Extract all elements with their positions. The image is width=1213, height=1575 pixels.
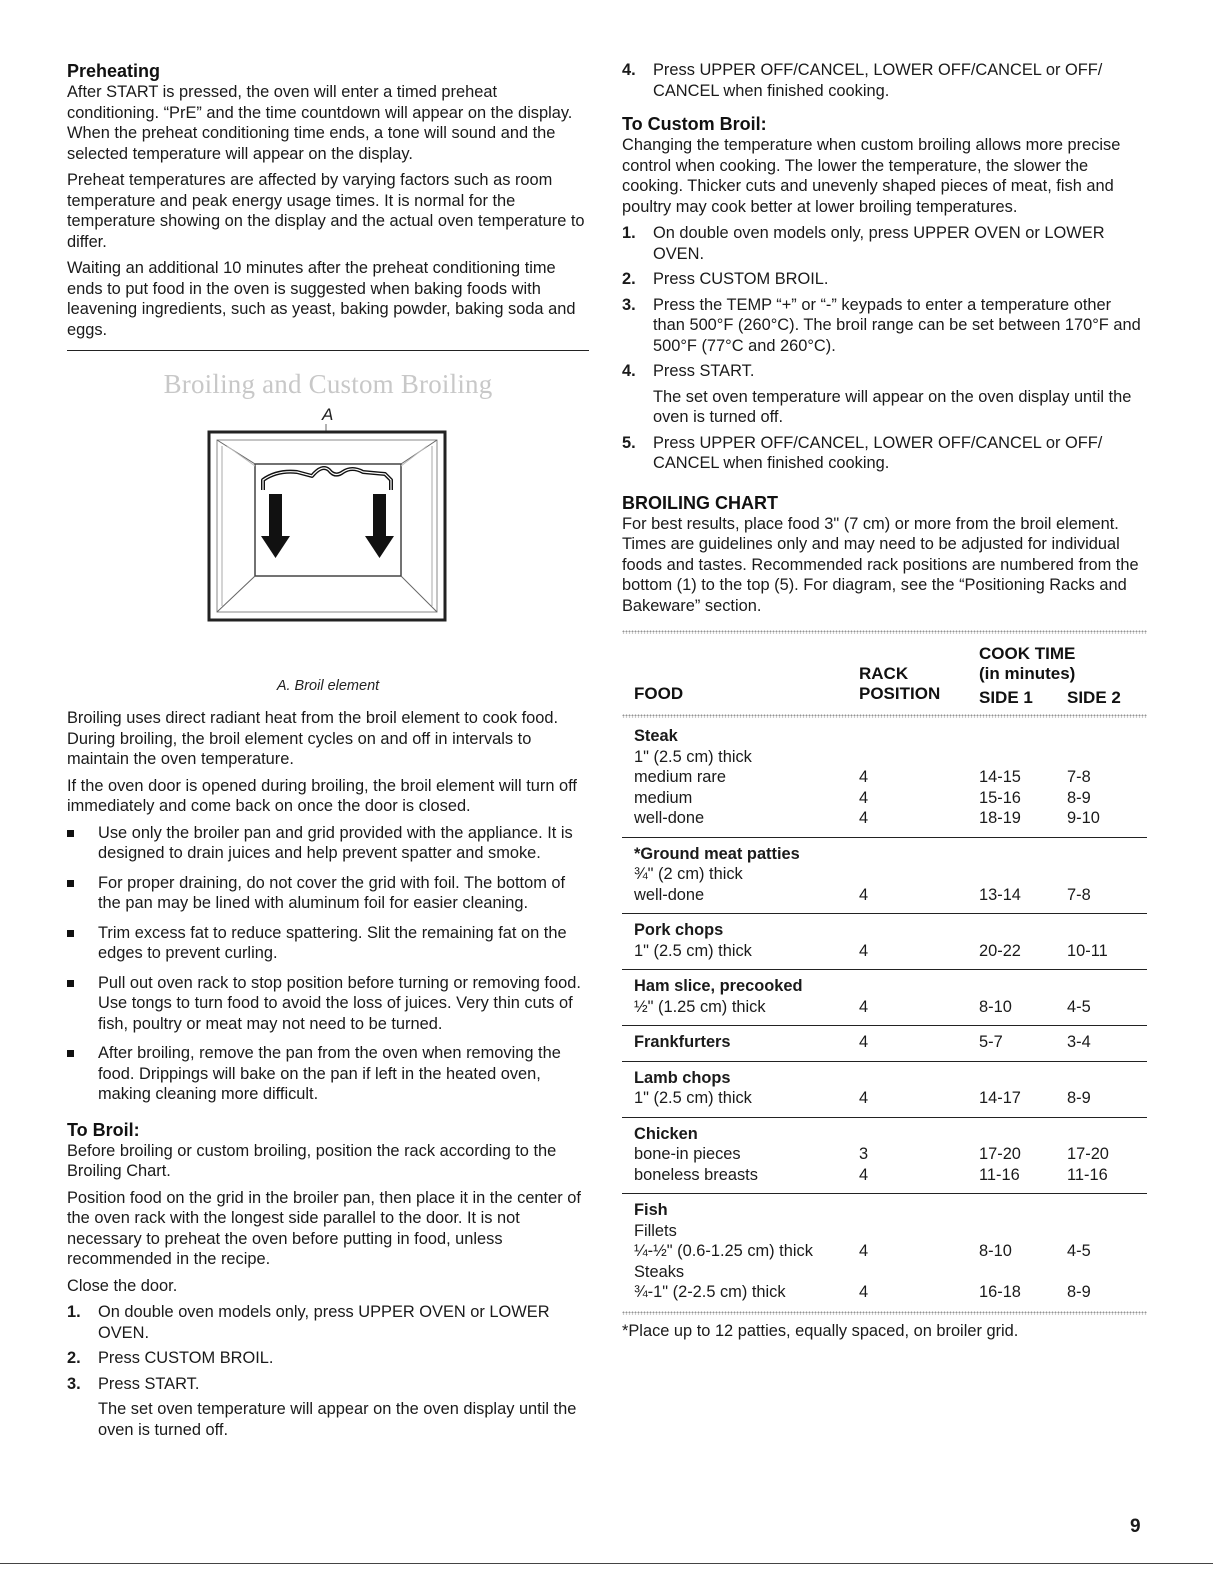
food-cell: 1" (2.5 cm) thick [634,941,752,960]
rack-cell: 4 [859,997,869,1016]
side2-cell: 8-9 [1067,1089,1091,1107]
food-group [622,1026,1147,1062]
side2-cell: 4-5 [1067,997,1091,1016]
food-cell: Chicken [634,1124,698,1143]
food-group [622,1194,1147,1311]
bullet-square-icon [67,1050,74,1057]
header-side-1: SIDE 1 [979,688,1033,707]
preheating-paragraph: After START is pressed, the oven will enter a timed preheat conditioning. “PrE” and the time countdown will appear on the display. When the preheat conditioning time ends, a tone will sound and the selected temperature will appear on the display. [67,83,573,163]
food-cell: ¾-1" (2-2.5 cm) thick [634,1283,786,1301]
table-row [622,997,1147,1018]
table-header [622,634,1147,714]
food-group [622,718,1147,838]
broiling-chart-intro: For best results, place food 3" (7 cm) or more from the broil element. Times are guidelines only and may need to be adjusted for individual foods and tastes. Recommended rack positions are numbered from the bottom (1) to the top (5). For diagram, see the “Positioning Racks and Bakeware” section. [622,514,1139,615]
food-cell: 1" (2.5 cm) thick [634,747,752,766]
food-group [622,1118,1147,1195]
food-cell: well-done [634,809,705,827]
rack-cell: 4 [859,768,869,786]
to-broil-paragraph: Close the door. [67,1276,178,1295]
bullet-square-icon [67,880,74,887]
step-item [622,295,1147,357]
table-row [622,1068,1147,1089]
food-cell: Steaks [634,1262,685,1281]
table-row [622,1124,1147,1145]
broil-element-figure [67,406,589,676]
step-item [622,60,1147,101]
page-bottom-rule [0,1563,1213,1564]
table-row [622,1262,1147,1283]
header-side-2: SIDE 2 [1067,688,1121,707]
table-row [622,1241,1147,1262]
custom-broil-paragraph: Changing the temperature when custom broiling allows more precise control when cooking. The lower the temperature, the slower the cooking. Thicker cuts and unevenly shaped pieces of meat, fish and poultry may cook better at lower broiling temperatures. [622,136,1121,216]
step-subtext: The set oven temperature will appear on the oven display until the oven is turned off. [653,387,1132,426]
side1-cell: 20-22 [979,941,1021,960]
side2-cell: 7-8 [1067,885,1091,904]
step-text: Press UPPER OFF/CANCEL, LOWER OFF/CANCEL or OFF/ CANCEL when finished cooking. [653,61,1103,100]
rack-cell: 4 [859,941,869,960]
food-cell: *Ground meat patties [634,844,800,863]
step-number: 1. [67,1303,81,1321]
table-row [622,1088,1147,1109]
broiling-chart-table [622,630,1147,1315]
rack-cell: 4 [859,1089,869,1107]
step-text: On double oven models only, press UPPER OVEN or LOWER OVEN. [653,224,1105,263]
side2-cell: 3-4 [1067,1033,1091,1051]
rack-cell: 3 [859,1145,869,1163]
step-number: 2. [622,270,636,288]
table-row [622,1144,1147,1165]
rack-cell: 4 [859,788,869,807]
broiling-paragraph: If the oven door is opened during broiling, the broil element will turn off immediately and come back on once the door is closed. [67,776,577,815]
header-rack-line1: RACK [859,664,909,683]
step-number: 4. [622,61,636,79]
step-item [622,223,1147,264]
side1-cell: 11-16 [979,1165,1020,1184]
list-item [67,873,589,914]
table-row [622,1032,1147,1053]
side2-cell: 4-5 [1067,1242,1091,1260]
step-text: Press CUSTOM BROIL. [653,270,829,288]
food-cell: boneless breasts [634,1165,758,1184]
food-cell: Fish [634,1201,668,1219]
step-number: 5. [622,433,636,452]
table-row [622,747,1147,768]
to-broil-paragraph: Position food on the grid in the broiler pan, then place it in the center of the oven rack with the longest side parallel to the door. It is not necessary to preheat the oven before putting in food, unless recommended in the recipe. [67,1188,581,1268]
broiling-tips-list [67,823,589,1105]
bullet-text: Use only the broiler pan and grid provided with the appliance. It is designed to drain juices and help prevent spatter and smoke. [98,823,573,862]
side1-cell: 5-7 [979,1033,1003,1051]
table-row [622,920,1147,941]
oven-diagram [67,406,589,676]
to-broil-paragraph: Before broiling or custom broiling, position the rack according to the Broiling Chart. [67,1141,557,1180]
food-cell: ½" (1.25 cm) thick [634,997,766,1016]
side2-cell: 10-11 [1067,941,1108,960]
step-number: 3. [622,295,636,314]
table-row [622,864,1147,885]
rack-cell: 4 [859,1033,869,1051]
side1-cell: 14-15 [979,768,1021,786]
bullet-text: Trim excess fat to reduce spattering. Slit the remaining fat on the edges to prevent curling. [98,923,567,962]
right-column [622,60,1147,1341]
table-row [622,1200,1147,1221]
step-number: 1. [622,224,636,242]
list-item [67,823,589,864]
step-item [67,1302,589,1343]
rack-cell: 4 [859,809,869,827]
rack-cell: 4 [859,1165,869,1184]
food-group [622,970,1147,1026]
section-divider [67,350,589,351]
preheating-paragraph: Waiting an additional 10 minutes after the preheat conditioning time ends to put food in the oven is suggested when baking foods with leavening ingredients, such as yeast, baking powder, baking soda and eggs. [67,259,576,339]
list-item [67,923,589,964]
step-number: 4. [622,362,636,380]
side1-cell: 15-16 [979,788,1021,807]
custom-broil-steps [622,223,1147,474]
food-cell: medium rare [634,768,726,786]
step-text: Press START. [653,362,755,380]
preheating-paragraph: Preheat temperatures are affected by varying factors such as room temperature and peak energy usage times. It is normal for the temperature showing on the display and the actual oven temperature to differ. [67,171,585,251]
step-text: Press the TEMP “+” or “-” keypads to enter a temperature other than 500°F (260°C). The broil range can be set between 170°F and 500°F (77°C and 260°C). [653,295,1141,355]
food-group [622,914,1147,970]
header-cook-time: COOK TIME [979,644,1076,663]
step-text: Press UPPER OFF/CANCEL, LOWER OFF/CANCEL or OFF/ CANCEL when finished cooking. [653,433,1103,472]
side2-cell: 8-9 [1067,1283,1091,1301]
step-subtext: The set oven temperature will appear on the oven display until the oven is turned off. [98,1400,577,1439]
table-row [622,885,1147,906]
side1-cell: 18-19 [979,809,1021,827]
figure-label-a: A [322,406,334,424]
bullet-square-icon [67,980,74,987]
food-cell: ¾" (2 cm) thick [634,865,743,883]
side1-cell: 8-10 [979,1242,1012,1260]
step-item [622,269,1147,290]
food-cell: Fillets [634,1221,677,1240]
table-body [622,718,1147,1311]
bullet-text: Pull out oven rack to stop position before turning or removing food. Use tongs to turn food to avoid the loss of juices. Very thin cuts of fish, poultry or meat may not need to be turned. [98,973,581,1033]
food-cell: Steak [634,727,678,745]
food-cell: ¼-½" (0.6-1.25 cm) thick [634,1242,813,1260]
rack-cell: 4 [859,1283,869,1301]
side2-cell: 9-10 [1067,809,1100,827]
step-item [67,1374,589,1441]
rack-cell: 4 [859,1242,869,1260]
broiling-paragraph: Broiling uses direct radiant heat from the broil element to cook food. During broiling, the broil element cycles on and off in intervals to maintain the oven temperature. [67,709,559,768]
chart-footnote: *Place up to 12 patties, equally spaced, on broiler grid. [622,1321,1019,1340]
table-row [622,844,1147,865]
side2-cell: 11-16 [1067,1165,1108,1184]
broiling-section-title: Broiling and Custom Broiling [163,369,493,399]
food-cell: Pork chops [634,921,724,939]
step-number: 3. [67,1374,81,1393]
step-item [622,361,1147,428]
to-broil-heading: To Broil: [67,1119,140,1140]
food-cell: medium [634,788,693,807]
step-item [622,433,1147,474]
step-number: 2. [67,1349,81,1367]
bullet-square-icon [67,930,74,937]
table-row [622,767,1147,788]
food-cell: Lamb chops [634,1068,731,1087]
table-row [622,941,1147,962]
to-broil-steps [67,1302,589,1440]
side1-cell: 16-18 [979,1283,1021,1301]
step-item [67,1348,589,1369]
bullet-text: After broiling, remove the pan from the oven when removing the food. Drippings will bake on the pan if left in the heated oven, making cleaning more difficult. [98,1044,561,1103]
table-row [622,976,1147,997]
list-item [67,1043,589,1105]
custom-broil-heading: To Custom Broil: [622,114,767,134]
side2-cell: 7-8 [1067,768,1091,786]
header-cook-minutes: (in minutes) [979,664,1076,683]
step-text: Press START. [98,1374,200,1393]
bullet-square-icon [67,830,74,837]
food-cell: bone-in pieces [634,1145,741,1163]
table-row [622,808,1147,829]
food-group [622,1062,1147,1118]
header-food: FOOD [634,684,684,703]
side1-cell: 14-17 [979,1089,1021,1107]
side1-cell: 8-10 [979,997,1012,1016]
side2-cell: 17-20 [1067,1145,1109,1163]
table-row [622,1165,1147,1186]
dotted-rule [622,1311,1147,1315]
left-column [67,60,589,1445]
table-row [622,1221,1147,1242]
food-cell: Ham slice, precooked [634,977,803,995]
side2-cell: 8-9 [1067,788,1091,807]
table-row [622,1282,1147,1303]
side1-cell: 13-14 [979,885,1021,904]
food-cell: 1" (2.5 cm) thick [634,1089,752,1107]
food-group [622,838,1147,915]
step-text: On double oven models only, press UPPER OVEN or LOWER OVEN. [98,1303,550,1342]
page-number: 9 [1130,1516,1141,1537]
table-row [622,788,1147,809]
side1-cell: 17-20 [979,1145,1021,1163]
step-text: Press CUSTOM BROIL. [98,1349,274,1367]
continued-steps [622,60,1147,101]
rack-cell: 4 [859,885,869,904]
food-cell: well-done [634,885,705,904]
header-rack-line2: POSITION [859,684,941,703]
broiling-chart-heading: BROILING CHART [622,492,778,513]
preheating-heading: Preheating [67,61,161,81]
figure-caption: A. Broil element [276,678,380,694]
table-row [622,726,1147,747]
list-item [67,973,589,1035]
food-cell: Frankfurters [634,1033,731,1051]
bullet-text: For proper draining, do not cover the grid with foil. The bottom of the pan may be lined with aluminum foil for easier cleaning. [98,873,566,912]
